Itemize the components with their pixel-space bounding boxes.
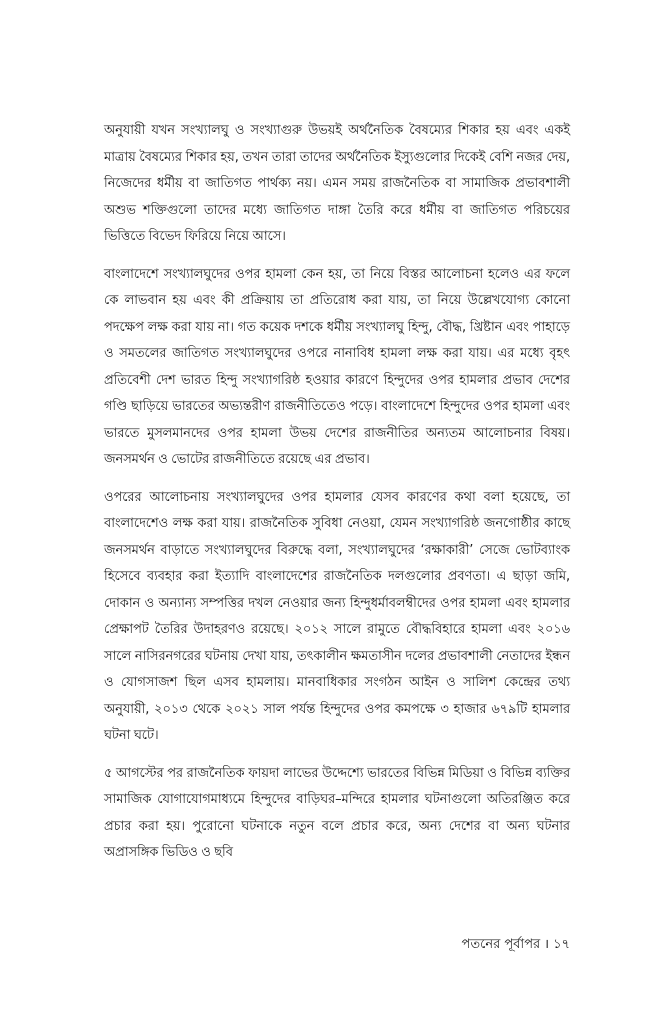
page-number: ১৭ (553, 937, 570, 952)
paragraph-4: ৫ আগস্টের পর রাজনৈতিক ফায়দা লাভের উদ্দেশ্যে ভারতের বিভিন্ন মিডিয়া ও বিভিন্ন ব্যক্তির সামাজিক যোগাযোগমাধ্যমে হিন্দুদের বাড়িঘর–মন্দিরে হামলার ঘটনাগুলো অতিরঞ্জিত করে প্রচার করা হয়। পুরোনো ঘটনাকে নতুন বলে প্রচার করে, অন্য দেশের বা অন্য ঘটনার অপ্রাসঙ্গিক ভিডিও ও ছবি (104, 765, 570, 860)
body-text (104, 118, 570, 878)
paragraph-3: ওপরের আলোচনায় সংখ্যালঘুদের ওপর হামলার যেসব কারণের কথা বলা হয়েছে, তা বাংলাদেশেও লক্ষ করা যায়। রাজনৈতিক সুবিধা নেওয়া, যেমন সংখ্যাগরিষ্ঠ জনগোষ্ঠীর কাছে জনসমর্থন বাড়াতে সংখ্যালঘুদের বিরুদ্ধে বলা, সংখ্যালঘুদের ‘রক্ষাকারী’ সেজে ভোটব্যাংক হিসেবে ব্যবহার করা ইত্যাদি বাংলাদেশের রাজনৈতিক দলগুলোর প্রবণতা। এ ছাড়া জমি, দোকান ও অন্যান্য সম্পত্তির দখল নেওয়ার জন্য হিন্দুধর্মাবলম্বীদের ওপর হামলা এবং হামলার প্রেক্ষাপট তৈরির উদাহরণও রয়েছে। ২০১২ সালে রামুতে বৌদ্ধবিহারে হামলা এবং ২০১৬ সালে নাসিরনগরের ঘটনায় দেখা যায়, তৎকালীন ক্ষমতাসীন দলের প্রভাবশালী নেতাদের ইন্ধন ও যোগসাজশ ছিল এসব হামলায়। মানবাধিকার সংগঠন আইন ও সালিশ কেন্দ্রের তথ্য অনুযায়ী, ২০১৩ থেকে ২০২১ সাল পর্যন্ত হিন্দুদের ওপর কমপক্ষে ৩ হাজার ৬৭৯টি হামলার ঘটনা ঘটে। (104, 489, 570, 743)
paragraph-2: বাংলাদেশে সংখ্যালঘুদের ওপর হামলা কেন হয়, তা নিয়ে বিস্তর আলোচনা হলেও এর ফলে কে লাভবান হয় এবং কী প্রক্রিয়ায় তা প্রতিরোধ করা যায়, তা নিয়ে উল্লেখযোগ্য কোনো পদক্ষেপ লক্ষ করা যায় না। গত কয়েক দশকে ধর্মীয় সংখ্যালঘু হিন্দু, বৌদ্ধ, খ্রিষ্টান এবং পাহাড়ে ও সমতলের জাতিগত সংখ্যালঘুদের ওপরে নানাবিধ হামলা লক্ষ করা যায়। এর মধ্যে বৃহৎ প্রতিবেশী দেশ ভারত হিন্দু সংখ্যাগরিষ্ঠ হওয়ার কারণে হিন্দুদের ওপর হামলার প্রভাব দেশের গণ্ডি ছাড়িয়ে ভারতের অভ্যন্তরীণ রাজনীতিতেও পড়ে। বাংলাদেশে হিন্দুদের ওপর হামলা এবং ভারতে মুসলমানদের ওপর হামলা উভয় দেশের রাজনীতির অন্যতম আলোচনার বিষয়। জনসমর্থন ও ভোটের রাজনীতিতে রয়েছে এর প্রভাব। (104, 266, 570, 467)
footer-separator: । (544, 937, 550, 952)
paragraph-1: অনুযায়ী যখন সংখ্যালঘু ও সংখ্যাগুরু উভয়ই অর্থনৈতিক বৈষম্যের শিকার হয় এবং একই মাত্রায় বৈষম্যের শিকার হয়, তখন তারা তাদের অর্থনৈতিক ইস্যুগুলোর দিকেই বেশি নজর দেয়, নিজেদের ধর্মীয় বা জাতিগত পার্থক্য নয়। এমন সময় রাজনৈতিক বা সামাজিক প্রভাবশালী অশুভ শক্তিগুলো তাদের মধ্যে জাতিগত দাঙ্গা তৈরি করে ধর্মীয় বা জাতিগত পরিচয়ের ভিত্তিতে বিভেদ ফিরিয়ে নিয়ে আসে। (104, 123, 570, 244)
running-footer (462, 934, 570, 956)
footer-book-title: পতনের পূর্বাপর (461, 937, 541, 952)
